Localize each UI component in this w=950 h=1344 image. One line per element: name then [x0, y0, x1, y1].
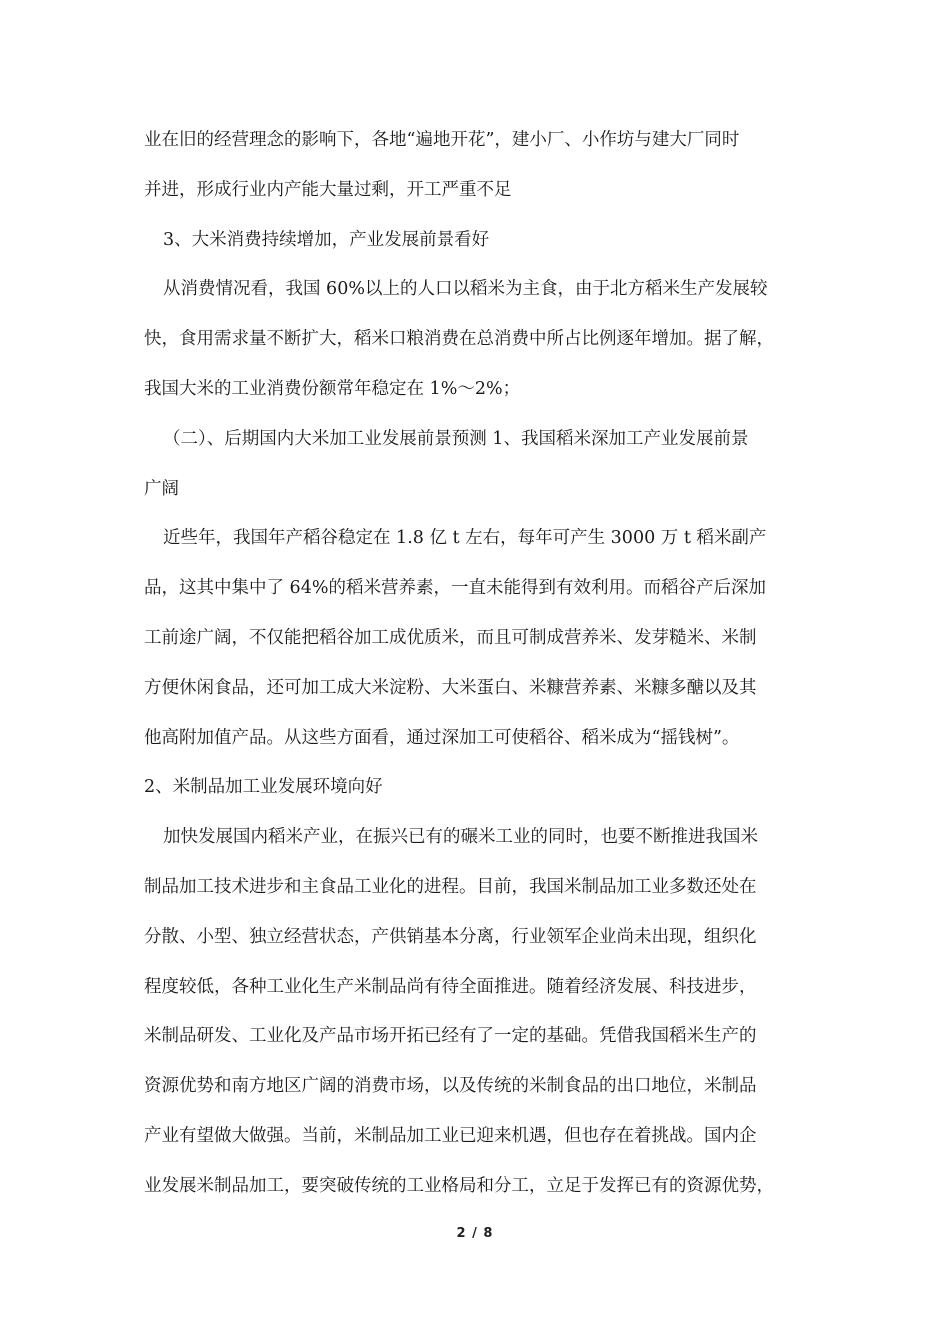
page-number: 2 / 8: [456, 1226, 494, 1241]
section-heading: （二）、后期国内大米加工业发展前景预测 1、我国稻米深加工产业发展前景: [163, 428, 749, 449]
section-heading-continued: 广阔: [144, 478, 179, 499]
text-line: 方便休闲食品，还可加工成大米淀粉、大米蛋白、米糠营养素、米糠多醣以及其: [144, 677, 757, 698]
text-line: 分散、小型、独立经营状态，产供销基本分离，行业领军企业尚未出现，组织化: [144, 926, 757, 947]
text-line: 快，食用需求量不断扩大，稻米口粮消费在总消费中所占比例逐年增加。据了解，: [144, 329, 774, 350]
text-line: 近些年，我国年产稻谷稳定在 1.8 亿 t 左右，每年可产生 3000 万 t 稻米副产: [163, 528, 767, 549]
text-line: 他高附加值产品。从这些方面看，通过深加工可使稻谷、稻米成为“摇钱树”。: [144, 727, 740, 748]
text-line: 制品加工技术进步和主食品工业化的进程。目前，我国米制品加工业多数还处在: [144, 876, 757, 897]
text-line: 程度较低，各种工业化生产米制品尚有待全面推进。随着经济发展、科技进步，: [144, 976, 757, 997]
text-line: 资源优势和南方地区广阔的消费市场，以及传统的米制食品的出口地位，米制品: [144, 1076, 757, 1097]
text-line: 加快发展国内稻米产业，在振兴已有的碾米工业的同时，也要不断推进我国米: [163, 827, 758, 848]
text-line: 我国大米的工业消费份额常年稳定在 1%～2%；: [144, 378, 521, 399]
text-line: 业发展米制品加工，要突破传统的工业格局和分工，立足于发挥已有的资源优势，: [144, 1175, 774, 1196]
text-line: 品，这其中集中了 64%的稻米营养素，一直未能得到有效利用。而稻谷产后深加: [144, 578, 766, 599]
text-line: 业在旧的经营理念的影响下，各地“遍地开花”，建小厂、小作坊与建大厂同时: [144, 130, 740, 150]
text-line: 工前途广阔，不仅能把稻谷加工成优质米，而且可制成营养米、发芽糙米、米制: [144, 627, 757, 648]
body-text: [144, 116, 808, 1212]
section-heading: 2、米制品加工业发展环境向好: [144, 777, 383, 798]
text-line: 并进，形成行业内产能大量过剩，开工严重不足: [144, 179, 512, 200]
text-line: 米制品研发、工业化及产品市场开拓已经有了一定的基础。凭借我国稻米生产的: [144, 1026, 757, 1047]
section-heading: 3、大米消费持续增加，产业发展前景看好: [163, 229, 490, 250]
text-line: 从消费情况看，我国 60%以上的人口以稻米为主食，由于北方稻米生产发展较: [163, 279, 768, 300]
text-line: 产业有望做大做强。当前，米制品加工业已迎来机遇，但也存在着挑战。国内企: [144, 1125, 757, 1146]
